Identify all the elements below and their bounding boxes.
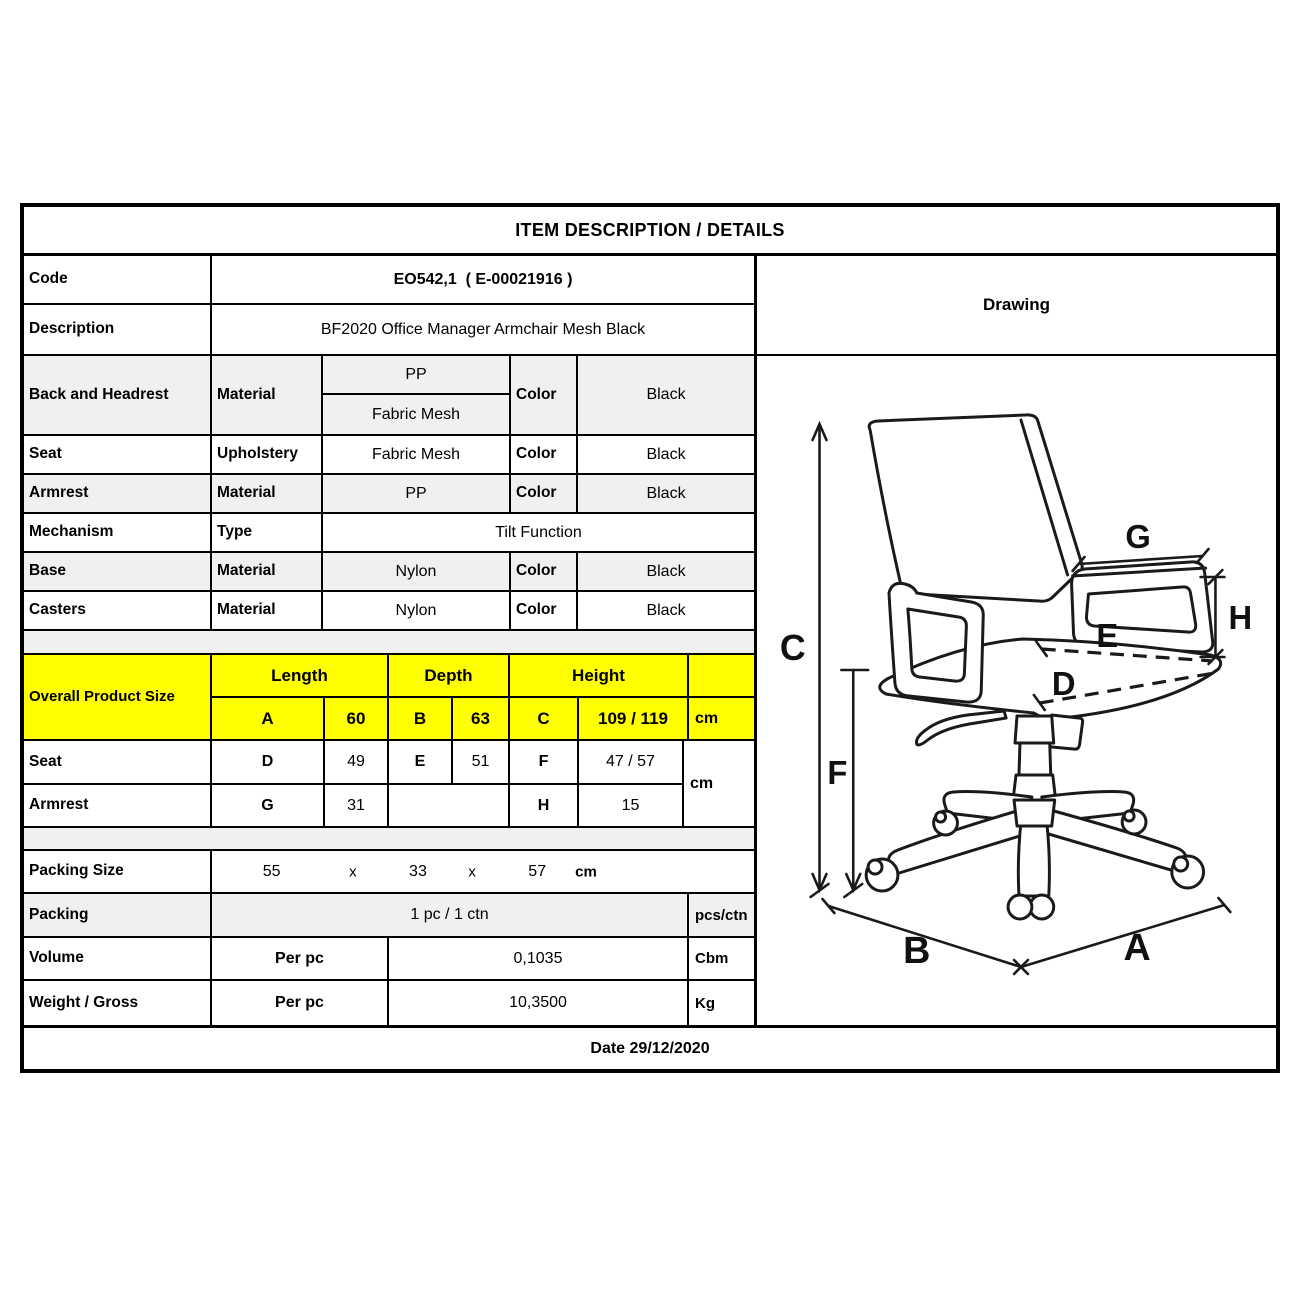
color-label: Color: [511, 356, 578, 434]
spec-attr: Material: [212, 356, 323, 434]
weight-row: [24, 981, 754, 1025]
spec-label: Back and Headrest: [24, 356, 212, 434]
overall-size-grid: [212, 655, 754, 739]
dim-label-c: C: [779, 627, 806, 669]
weight-unit: Kg: [695, 994, 715, 1012]
dim-f: F: [510, 741, 579, 785]
spec-label: Base: [24, 553, 212, 590]
chair-leg-front-left: [889, 808, 1033, 874]
color-value: Black: [646, 484, 686, 502]
packing-size-unit: cm: [575, 863, 597, 880]
spec-label: Seat: [24, 436, 212, 473]
caster-back-right-hub: [1124, 811, 1134, 821]
packing-size-x: x: [468, 863, 476, 880]
overall-size-label: Overall Product Size: [24, 655, 212, 739]
dim-d-value: 49: [325, 741, 389, 785]
dim-g: G: [212, 785, 325, 826]
caster-front-center-a: [1008, 895, 1032, 919]
chair-base-hub: [1014, 800, 1055, 826]
chair-leg-front-center: [1018, 822, 1049, 896]
spec-value: Fabric Mesh: [323, 436, 511, 473]
spec-attr: Material: [212, 475, 323, 512]
spec-value-stack: [323, 356, 511, 434]
dim-d: D: [212, 741, 325, 785]
spec-value: Nylon: [323, 592, 511, 629]
drawing-header: Drawing: [757, 256, 1276, 356]
color-value: Black: [646, 562, 686, 580]
spacer-row: [24, 631, 754, 655]
seat-size-label: Seat: [24, 741, 212, 785]
dim-h-value: 15: [579, 785, 684, 826]
dim-label-b: B: [903, 929, 931, 973]
dim-tick-ab-vertex: [1014, 960, 1028, 974]
code-row: [24, 256, 754, 305]
spacer-row: [24, 828, 754, 851]
caster-front-right-hub: [1174, 857, 1188, 871]
chair-leg-front-right: [1042, 809, 1186, 872]
spec-row-seat: [24, 436, 754, 475]
spec-row-back-headrest: [24, 356, 754, 436]
color-value: Black: [646, 601, 686, 619]
caster-front-center-b: [1030, 895, 1054, 919]
dim-f-value: 47 / 57: [579, 741, 684, 785]
size-header-row: [212, 655, 754, 698]
spec-value: PP: [323, 475, 511, 512]
armrest-size-row: [24, 785, 684, 826]
depth-header: Depth: [389, 655, 510, 698]
spec-row-casters: [24, 592, 754, 631]
spec-attr: Material: [212, 553, 323, 590]
dim-label-e: E: [1096, 616, 1119, 655]
weight-per: Per pc: [212, 981, 389, 1025]
size-unit: cm: [689, 698, 754, 739]
spec-label: Mechanism: [24, 514, 212, 551]
spec-row-base: [24, 553, 754, 592]
packing-size-label: Packing Size: [24, 851, 212, 892]
code-label: Code: [24, 256, 212, 303]
dim-label-h: H: [1228, 598, 1253, 637]
weight-label: Weight / Gross: [24, 981, 212, 1025]
dim-c-value: 109 / 119: [579, 698, 689, 739]
color-label: Color: [511, 592, 578, 629]
chair-gaslift-mid: [1019, 743, 1051, 775]
chair-armrest-left: [889, 583, 983, 702]
size-rows: [24, 741, 684, 826]
color-label: Color: [511, 553, 578, 590]
chair-drawing: [757, 356, 1276, 1025]
weight-value: 10,3500: [389, 981, 689, 1025]
dim-label-d: D: [1051, 664, 1076, 703]
packing-size-depth: 33: [409, 862, 427, 880]
color-value: Black: [646, 386, 686, 403]
sheet-body: [24, 256, 1276, 1025]
spec-value: Nylon: [323, 553, 511, 590]
spec-label: Armrest: [24, 475, 212, 512]
details-table: [24, 256, 757, 1025]
spec-row-armrest: [24, 475, 754, 514]
empty-cell: [389, 785, 510, 826]
chair-tilt-lever: [916, 711, 1006, 745]
dim-c: C: [510, 698, 579, 739]
length-header: Length: [212, 655, 389, 698]
item-description-sheet: [20, 203, 1280, 1073]
overall-size-section: [24, 655, 754, 741]
volume-row: [24, 938, 754, 981]
dim-h: H: [510, 785, 579, 826]
spec-row-mechanism: [24, 514, 754, 553]
dim-a: A: [212, 698, 325, 739]
height-header: Height: [510, 655, 689, 698]
packing-size-length: 55: [262, 862, 281, 880]
size-rows-unit: cm: [690, 774, 714, 792]
size-header-empty: [689, 655, 754, 698]
spec-attr: Upholstery: [212, 436, 323, 473]
chair-backrest: [869, 415, 1082, 601]
volume-per: Per pc: [212, 938, 389, 979]
code-value: EO542,1 ( E-00021916 ): [393, 270, 573, 288]
description-value: BF2020 Office Manager Armchair Mesh Black: [320, 320, 646, 338]
drawing-column: [757, 256, 1276, 1025]
armrest-size-label: Armrest: [24, 785, 212, 826]
dim-b: B: [389, 698, 453, 739]
page-title: ITEM DESCRIPTION / DETAILS: [24, 207, 1276, 256]
drawing-area: [757, 356, 1276, 1025]
caster-front-left-hub: [868, 860, 882, 874]
packing-size-x: x: [349, 863, 357, 880]
color-label: Color: [511, 436, 578, 473]
volume-unit: Cbm: [695, 950, 729, 967]
dim-b-value: 63: [453, 698, 510, 739]
seat-armrest-size-section: [24, 741, 754, 828]
dim-g-value: 31: [325, 785, 389, 826]
spec-value-bottom: Fabric Mesh: [323, 395, 511, 434]
volume-value: 0,1035: [389, 938, 689, 979]
dim-label-g: G: [1125, 517, 1151, 556]
dim-label-a: A: [1123, 926, 1151, 970]
seat-size-row: [24, 741, 684, 785]
spec-attr: Type: [212, 514, 323, 551]
date-stamp: Date 29/12/2020: [24, 1025, 1276, 1069]
color-label: Color: [511, 475, 578, 512]
spec-value-top: PP: [323, 356, 511, 395]
dim-label-f: F: [827, 753, 848, 792]
spec-attr: Material: [212, 592, 323, 629]
packing-row: [24, 894, 754, 938]
size-values-row: [212, 698, 754, 739]
dim-e: E: [389, 741, 453, 785]
volume-label: Volume: [24, 938, 212, 979]
spec-value: Tilt Function: [495, 523, 582, 541]
packing-size-value: [212, 851, 754, 892]
color-value: Black: [646, 445, 686, 463]
caster-back-left-hub: [936, 812, 946, 822]
packing-label: Packing: [24, 894, 212, 936]
dim-e-value: 51: [453, 741, 510, 785]
description-row: [24, 305, 754, 356]
packing-size-row: [24, 851, 754, 894]
packing-unit: pcs/ctn: [695, 906, 748, 924]
packing-size-height: 57: [528, 862, 547, 880]
description-label: Description: [24, 305, 212, 354]
chair-gaslift-upper: [1015, 716, 1054, 743]
spec-label: Casters: [24, 592, 212, 629]
packing-value: 1 pc / 1 ctn: [212, 894, 689, 936]
dim-a-value: 60: [325, 698, 389, 739]
